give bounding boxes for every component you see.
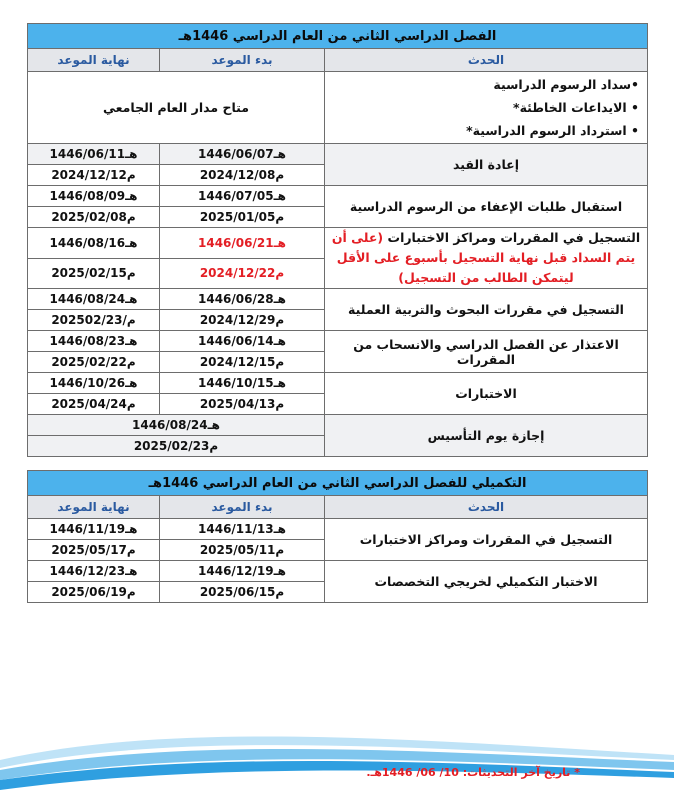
start-gregorian: 2024/12/29م [160,310,325,331]
fees-item: •سداد الرسوم الدراسية [493,77,639,92]
start-gregorian: 2025/04/13م [160,394,325,415]
header-start: بدء الموعد [160,496,325,519]
end-gregorian: 2025/06/19م [28,582,160,603]
start-hijri: 1446/10/15هـ [160,373,325,394]
event-founding-day: إجازة يوم التأسيس [325,415,648,457]
header-end: نهاية الموعد [28,49,160,72]
header-end: نهاية الموعد [28,496,160,519]
event-supp-exam: الاختبار التكميلي لخريجي التخصصات [325,561,648,603]
header-start: بدء الموعد [160,49,325,72]
event-note: (على أن يتم السداد قبل نهاية التسجيل بأسبوع على الأقل ليتمكن الطالب من التسجيل) [331,230,636,285]
table-title: التكميلي للفصل الدراسي الثاني من العام الدراسي 1446هـ [28,471,648,496]
end-hijri: 1446/08/23هـ [28,331,160,352]
second-semester-table [27,23,648,457]
end-gregorian: 2025/02/15م [28,258,160,289]
table-title: الفصل الدراسي الثاني من العام الدراسي 1446هـ [28,24,648,49]
supplementary-table [27,470,648,603]
event-supp-registration: التسجيل في المقررات ومراكز الاختبارات [325,519,648,561]
start-hijri: 1446/06/14هـ [160,331,325,352]
start-gregorian: 2024/12/22م [160,258,325,289]
header-event: الحدث [325,496,648,519]
start-gregorian: 2025/06/15م [160,582,325,603]
end-gregorian: 2024/12/12م [28,165,160,186]
start-gregorian: 2024/12/08م [160,165,325,186]
start-hijri: 1446/06/07هـ [160,144,325,165]
fees-items-cell [325,72,648,144]
event-research-practicum: التسجيل في مقررات البحوث والتربية العملية [325,289,648,331]
holiday-gregorian: 2025/02/23م [28,436,325,457]
start-gregorian: 2025/05/11م [160,540,325,561]
start-hijri: 1446/06/28هـ [160,289,325,310]
holiday-hijri: 1446/08/24هـ [28,415,325,436]
event-exams: الاختبارات [325,373,648,415]
event-course-registration [325,228,648,289]
header-event: الحدث [325,49,648,72]
fees-availability: متاح مدار العام الجامعي [28,72,325,144]
start-hijri: 1446/06/21هـ [160,228,325,259]
fees-item: • الايداعات الخاطئة* [513,100,639,115]
start-gregorian: 2024/12/15م [160,352,325,373]
start-hijri: 1446/11/13هـ [160,519,325,540]
end-hijri: 1446/10/26هـ [28,373,160,394]
end-gregorian: 2025/02/08م [28,207,160,228]
start-gregorian: 2025/01/05م [160,207,325,228]
end-hijri: 1446/06/11هـ [28,144,160,165]
end-hijri: 1446/11/19هـ [28,519,160,540]
end-gregorian: 2025/05/17م [28,540,160,561]
event-reenrollment: إعادة القيد [325,144,648,186]
end-gregorian: 2025/02/22م [28,352,160,373]
event-fee-exemption: استقبال طلبات الإعفاء من الرسوم الدراسية [325,186,648,228]
end-hijri: 1446/08/09هـ [28,186,160,207]
event-label: التسجيل في المقررات ومراكز الاختبارات [387,230,641,245]
decorative-wave [0,700,674,800]
end-hijri: 1446/08/24هـ [28,289,160,310]
event-withdrawal: الاعتذار عن الفصل الدراسي والانسحاب من المقررات [325,331,648,373]
fees-item: • استرداد الرسوم الدراسية* [466,123,639,138]
end-hijri: 1446/12/23هـ [28,561,160,582]
end-hijri: 1446/08/16هـ [28,228,160,259]
end-gregorian: 2025م/02/23 [28,310,160,331]
last-updated-note: * تاريخ آخر التحديثات: 10/ 06/ 1446هـ. [366,766,580,779]
end-gregorian: 2025/04/24م [28,394,160,415]
start-hijri: 1446/07/05هـ [160,186,325,207]
start-hijri: 1446/12/19هـ [160,561,325,582]
